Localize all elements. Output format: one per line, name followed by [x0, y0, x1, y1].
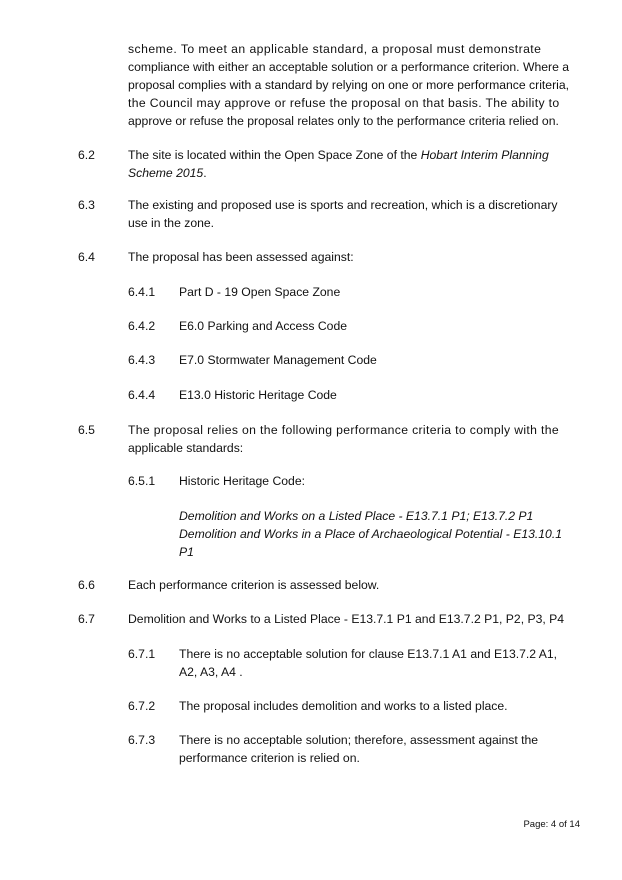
section-number-6-7: 6.7 — [78, 612, 95, 626]
intro-line: compliance with either an acceptable solution or a performance criterion. Where a — [128, 60, 570, 74]
intro-line: the Council may approve or refuse the proposal on that basis. The ability to — [128, 96, 560, 110]
subsection-number-6-4-2: 6.4.2 — [128, 319, 156, 333]
section-6-4-text: The proposal has been assessed against: — [128, 250, 354, 264]
subsection-6-4-1-text: Part D - 19 Open Space Zone — [179, 285, 341, 299]
subsection-number-6-4-1: 6.4.1 — [128, 285, 156, 299]
subsection-6-7-3-line: performance criterion is relied on. — [179, 751, 360, 765]
subsection-6-7-2-text: The proposal includes demolition and works to a listed place. — [179, 699, 508, 713]
planning-scheme-title: Hobart Interim Planning Scheme 2015 — [128, 148, 549, 180]
section-6-7-text: Demolition and Works to a Listed Place - E13.7.1 P1 and E13.7.2 P1, P2, P3, P4 — [128, 612, 565, 626]
heritage-criterion-line: Demolition and Works on a Listed Place - E13.7.1 P1; E13.7.2 P1 — [179, 509, 534, 523]
page-number: Page: 4 of 14 — [523, 819, 580, 830]
subsection-6-7-3-line: There is no acceptable solution; therefore, assessment against the — [179, 733, 539, 747]
subsection-6-5-1-text: Historic Heritage Code: — [179, 474, 305, 488]
subsection-6-4-4-text: E13.0 Historic Heritage Code — [179, 388, 337, 402]
subsection-6-7-1-line: A2, A3, A4 . — [179, 665, 243, 679]
section-6-5-line: The proposal relies on the following performance criteria to comply with the — [128, 423, 560, 437]
subsection-number-6-7-2: 6.7.2 — [128, 699, 156, 713]
subsection-number-6-4-3: 6.4.3 — [128, 353, 156, 367]
section-6-2-text-b: . — [203, 166, 207, 180]
subsection-number-6-7-1: 6.7.1 — [128, 647, 156, 661]
section-6-2-text — [128, 146, 580, 182]
section-6-5-text — [128, 421, 580, 457]
intro-line: approve or refuse the proposal relates only to the performance criteria relied on. — [128, 114, 559, 128]
subsection-number-6-5-1: 6.5.1 — [128, 474, 156, 488]
section-6-3-line: The existing and proposed use is sports and recreation, which is a discretionary — [128, 198, 558, 212]
heritage-criterion-line: P1 — [179, 545, 194, 559]
section-number-6-6: 6.6 — [78, 578, 95, 592]
section-number-6-3: 6.3 — [78, 198, 95, 212]
intro-paragraph — [128, 40, 578, 130]
subsection-number-6-4-4: 6.4.4 — [128, 388, 156, 402]
intro-line: proposal complies with a standard by relying on one or more performance criteria, — [128, 78, 569, 92]
heritage-criterion-line: Demolition and Works in a Place of Archaeological Potential - E13.10.1 — [179, 527, 562, 541]
section-number-6-5: 6.5 — [78, 423, 95, 437]
section-6-5-line: applicable standards: — [128, 441, 244, 455]
subsection-6-4-3-text: E7.0 Stormwater Management Code — [179, 353, 377, 367]
section-number-6-2: 6.2 — [78, 148, 95, 162]
section-6-6-text: Each performance criterion is assessed below. — [128, 578, 380, 592]
subsection-6-7-1-text — [179, 645, 579, 681]
subsection-6-4-2-text: E6.0 Parking and Access Code — [179, 319, 348, 333]
section-6-3-text — [128, 196, 580, 232]
subsection-6-7-1-line: There is no acceptable solution for clause E13.7.1 A1 and E13.7.2 A1, — [179, 647, 558, 661]
intro-line: scheme. To meet an applicable standard, a proposal must demonstrate — [128, 42, 542, 56]
subsection-number-6-7-3: 6.7.3 — [128, 733, 156, 747]
section-number-6-4: 6.4 — [78, 250, 95, 264]
heritage-criteria-list — [179, 507, 579, 561]
section-6-3-line: use in the zone. — [128, 216, 215, 230]
section-6-2-text-a: The site is located within the Open Space Zone of the — [128, 148, 421, 162]
subsection-6-7-3-text — [179, 731, 579, 767]
